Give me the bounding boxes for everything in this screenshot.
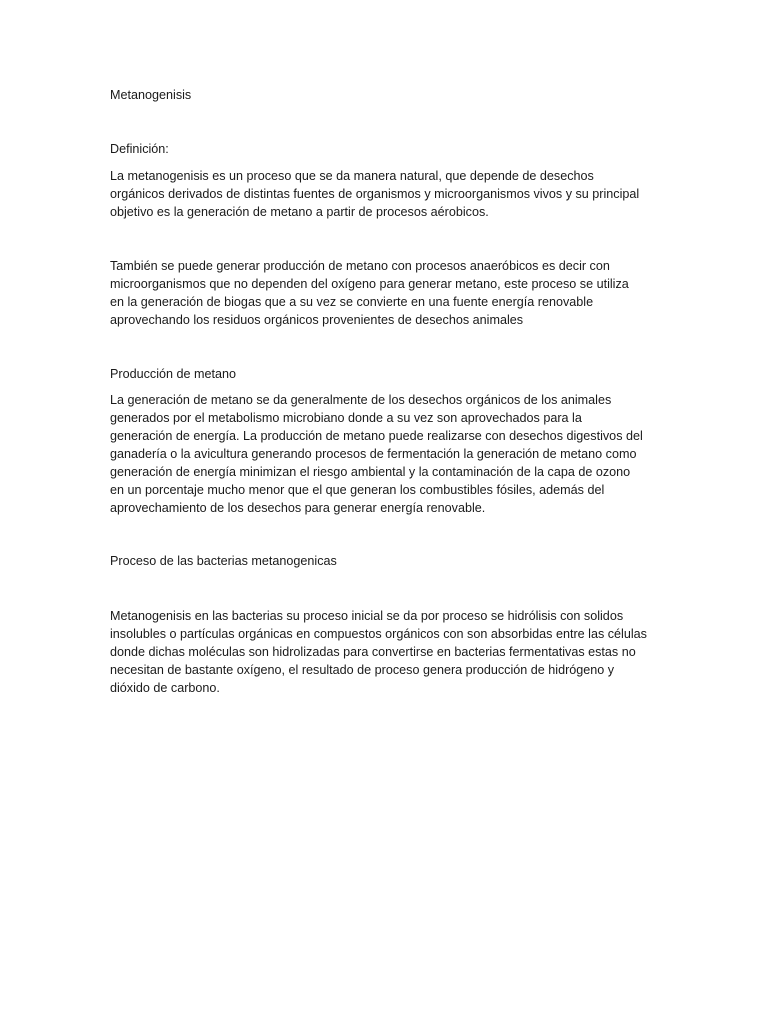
anaerobic-paragraph [110, 257, 660, 329]
process-heading: Proceso de las bacterias metanogenicas [110, 554, 337, 568]
document-title: Metanogenisis [110, 88, 192, 102]
paragraph-line: aprovechando los residuos orgánicos provenientes de desechos animales [110, 313, 524, 327]
paragraph-line: También se puede generar producción de metano con procesos anaeróbicos es decir con [110, 259, 610, 273]
paragraph-line: generación de energía minimizan el riesgo ambiental y la contaminación de la capa de ozono [110, 465, 631, 479]
paragraph-line: generación de energía. La producción de metano puede realizarse con desechos digestivos del [110, 429, 643, 443]
definition-heading: Definición: [110, 142, 169, 156]
paragraph-line: necesitan de bastante oxígeno, el resultado de proceso genera producción de hidrógeno y [110, 663, 615, 677]
paragraph-line: en un porcentaje mucho menor que el que generan los combustibles fósiles, además del [110, 483, 605, 497]
paragraph-line: La metanogenisis es un proceso que se da manera natural, que depende de desechos [110, 169, 594, 183]
paragraph-line: dióxido de carbono. [110, 681, 220, 695]
paragraph-line: en la generación de biogas que a su vez se convierte en una fuente energía renovable [110, 295, 594, 309]
paragraph-line: donde dichas moléculas son hidrolizadas para convertirse en bacterias fermentativas estas no [110, 645, 636, 659]
paragraph-line: generados por el metabolismo microbiano donde a su vez son aprovechados para la [110, 411, 582, 425]
paragraph-line: Metanogenisis en las bacterias su proceso inicial se da por proceso se hidrólisis con solidos [110, 609, 624, 623]
paragraph-line: La generación de metano se da generalmente de los desechos orgánicos de los animales [110, 393, 612, 407]
paragraph-line: ganadería o la avicultura generando procesos de fermentación la generación de metano como [110, 447, 637, 461]
paragraph-line: insolubles o partículas orgánicas en compuestos orgánicos con son absorbidas entre las células [110, 627, 647, 641]
process-paragraph [110, 607, 660, 697]
paragraph-line: microorganismos que no dependen del oxígeno para generar metano, este proceso se utiliza [110, 277, 629, 291]
paragraph-line: objetivo es la generación de metano a partir de procesos aérobicos. [110, 205, 489, 219]
definition-paragraph [110, 167, 660, 221]
production-heading: Producción de metano [110, 367, 237, 381]
paragraph-line: aprovechamiento de los desechos para generar energía renovable. [110, 501, 486, 515]
production-paragraph [110, 391, 660, 517]
paragraph-line: orgánicos derivados de distintas fuentes de organismos y microorganismos vivos y su principal [110, 187, 640, 201]
